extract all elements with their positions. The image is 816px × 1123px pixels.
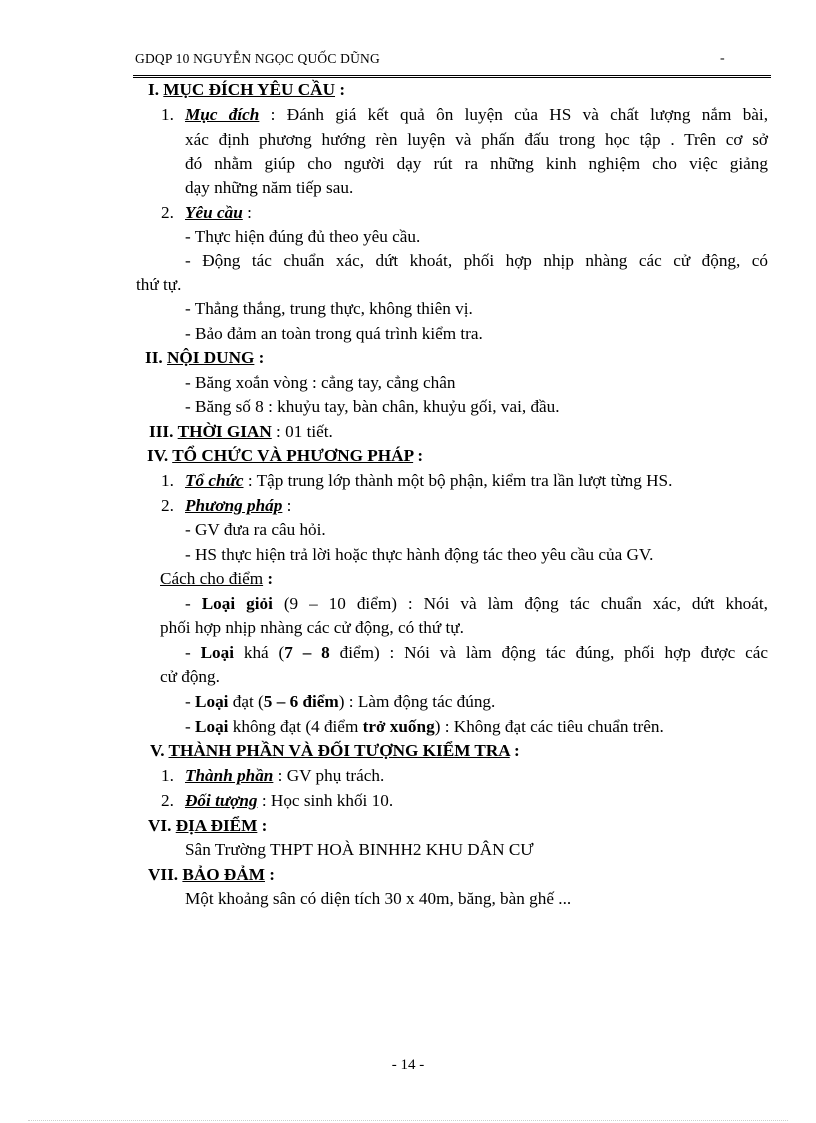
section-title: BẢO ĐẢM: [182, 865, 265, 884]
location-text: Sân Trường THPT HOÀ BINHH2 KHU DÂN CƯ: [185, 840, 534, 859]
scoring-line-cont: cử động.: [160, 667, 220, 686]
bullet-line: - Thẳng thắng, trung thực, không thiên vị.: [185, 299, 473, 318]
section-2-heading: [145, 348, 264, 368]
page-header-right: -: [720, 51, 725, 66]
grade-text: không đạt (4 điểm: [228, 717, 363, 736]
grade-text: khá (: [234, 643, 285, 662]
item-number: 2.: [161, 203, 174, 222]
section-number: III.: [149, 422, 174, 441]
item-number: 1.: [161, 471, 174, 490]
paragraph-line: xác định phương hướng rèn luyện và phấn đấu trong học tập . Trên cơ sở: [185, 130, 768, 149]
grade-text: điểm) : Nói và làm động tác đúng, phối hợp được các: [329, 643, 768, 662]
scoring-line: [185, 643, 768, 663]
item-text: : Đánh giá kết quả ôn luyện của HS và chất lượng nắm bài,: [259, 105, 768, 124]
bullet-dash: -: [185, 594, 202, 613]
section-title: MỤC ĐÍCH YÊU CẦU: [163, 80, 336, 99]
section-7-heading: [148, 865, 275, 885]
section-3-heading: [149, 422, 333, 442]
grade-label: Loại: [200, 643, 235, 662]
section-number: I.: [148, 80, 159, 99]
section-colon: :: [413, 446, 424, 465]
section-1-heading: [148, 80, 345, 100]
paragraph-line: dạy những năm tiếp sau.: [185, 178, 354, 197]
section-number: VI.: [148, 816, 172, 835]
section-5-heading: [150, 741, 520, 761]
scoring-title: Cách cho điểm: [160, 569, 264, 588]
bullet-dash: -: [185, 643, 201, 662]
section-title: THÀNH PHẦN VÀ ĐỐI TƯỢNG KIỂM TRA: [168, 741, 510, 760]
bullet-line: - Băng số 8 : khuỷu tay, bàn chân, khuỷu gối, vai, đầu.: [185, 397, 560, 416]
item-number: 1.: [161, 105, 174, 124]
section-title: ĐỊA ĐIỂM: [175, 816, 258, 835]
item-text: : GV phụ trách.: [273, 766, 385, 785]
grade-label: Loại giỏi: [201, 594, 273, 613]
bullet-line: - Thực hiện đúng đủ theo yêu cầu.: [185, 227, 421, 246]
grade-text: (9 – 10 điểm) : Nói và làm động tác chuẩn xác, dứt khoát,: [272, 594, 768, 613]
item-label: Tổ chức: [185, 471, 244, 490]
section-title: TỔ CHỨC VÀ PHƯƠNG PHÁP: [172, 446, 414, 465]
section-title: NỘI DUNG: [166, 348, 255, 367]
grade-range: 7 – 8: [284, 643, 330, 662]
page-bottom-edge: [28, 1120, 788, 1121]
bullet-line: - HS thực hiện trả lời hoặc thực hành động tác theo yêu cầu của GV.: [185, 545, 654, 564]
section-number: VII.: [148, 865, 179, 884]
section-4-heading: [147, 446, 423, 466]
item-label: Thành phần: [185, 766, 274, 785]
item-line: [185, 471, 672, 491]
section-title: THỜI GIAN: [177, 422, 272, 441]
item-line: [185, 791, 393, 811]
section-colon: :: [264, 865, 276, 884]
scoring-line: [185, 594, 768, 614]
bullet-line: - Bảo đảm an toàn trong quá trình kiểm tra.: [185, 324, 483, 343]
item-text: : Học sinh khối 10.: [257, 791, 394, 810]
grade-text: ) : Không đạt các tiêu chuẩn trên.: [434, 717, 664, 736]
item-text: : Tập trung lớp thành một bộ phận, kiểm tra lần lượt từng HS.: [243, 471, 673, 490]
grade-label: Loại: [195, 692, 229, 711]
bullet-line: - Động tác chuẩn xác, dứt khoát, phối hợp nhịp nhàng các cử động, có: [185, 251, 768, 270]
section-colon: :: [335, 80, 346, 99]
section-colon: :: [254, 348, 265, 367]
equipment-text: Một khoảng sân có diện tích 30 x 40m, băng, bàn ghế ...: [185, 889, 572, 908]
item-colon: :: [282, 496, 292, 515]
bullet-line: - Băng xoắn vòng : cẳng tay, cẳng chân: [185, 373, 456, 392]
section-number: II.: [145, 348, 163, 367]
header-rule: [133, 75, 771, 78]
grade-text: ) : Làm động tác đúng.: [338, 692, 496, 711]
item-label: Phương pháp: [185, 496, 283, 515]
scoring-line: [185, 692, 495, 712]
section-colon: :: [257, 816, 268, 835]
page-number: - 14 -: [391, 1057, 425, 1073]
paragraph-line: đó nhằm giúp cho người dạy rút ra những kinh nghiệm cho việc giảng: [185, 154, 768, 173]
section-6-heading: [148, 816, 267, 836]
item-heading: [185, 496, 291, 516]
scoring-line: [185, 717, 664, 737]
bullet-dash: -: [185, 692, 196, 711]
item-number: 1.: [161, 766, 174, 785]
item-colon: :: [242, 203, 252, 222]
grade-text: đạt (: [228, 692, 264, 711]
bullet-dash: -: [185, 717, 196, 736]
paragraph-line: [185, 105, 768, 125]
item-label: Đối tượng: [185, 791, 258, 810]
section-colon: :: [509, 741, 520, 760]
scoring-heading: [160, 569, 273, 589]
item-number: 2.: [161, 496, 174, 515]
item-number: 2.: [161, 791, 174, 810]
item-line: [185, 766, 384, 786]
grade-range: 5 – 6 điểm: [263, 692, 339, 711]
section-number: V.: [150, 741, 165, 760]
section-text: : 01 tiết.: [271, 422, 333, 441]
bullet-line: - GV đưa ra câu hỏi.: [185, 520, 326, 539]
item-heading: [185, 203, 252, 223]
page-header-left: GDQP 10 NGUYỄN NGỌC QUỐC DŨNG: [135, 51, 380, 66]
bullet-line-cont: thứ tự.: [136, 275, 182, 294]
scoring-colon: :: [263, 569, 274, 588]
grade-label: Loại: [195, 717, 229, 736]
item-label: Mục đích: [185, 105, 260, 124]
grade-range: trở xuống: [362, 717, 435, 736]
scoring-line-cont: phối hợp nhịp nhàng các cử động, có thứ tự.: [160, 618, 464, 637]
section-number: IV.: [147, 446, 169, 465]
item-label: Yêu cầu: [185, 203, 243, 222]
